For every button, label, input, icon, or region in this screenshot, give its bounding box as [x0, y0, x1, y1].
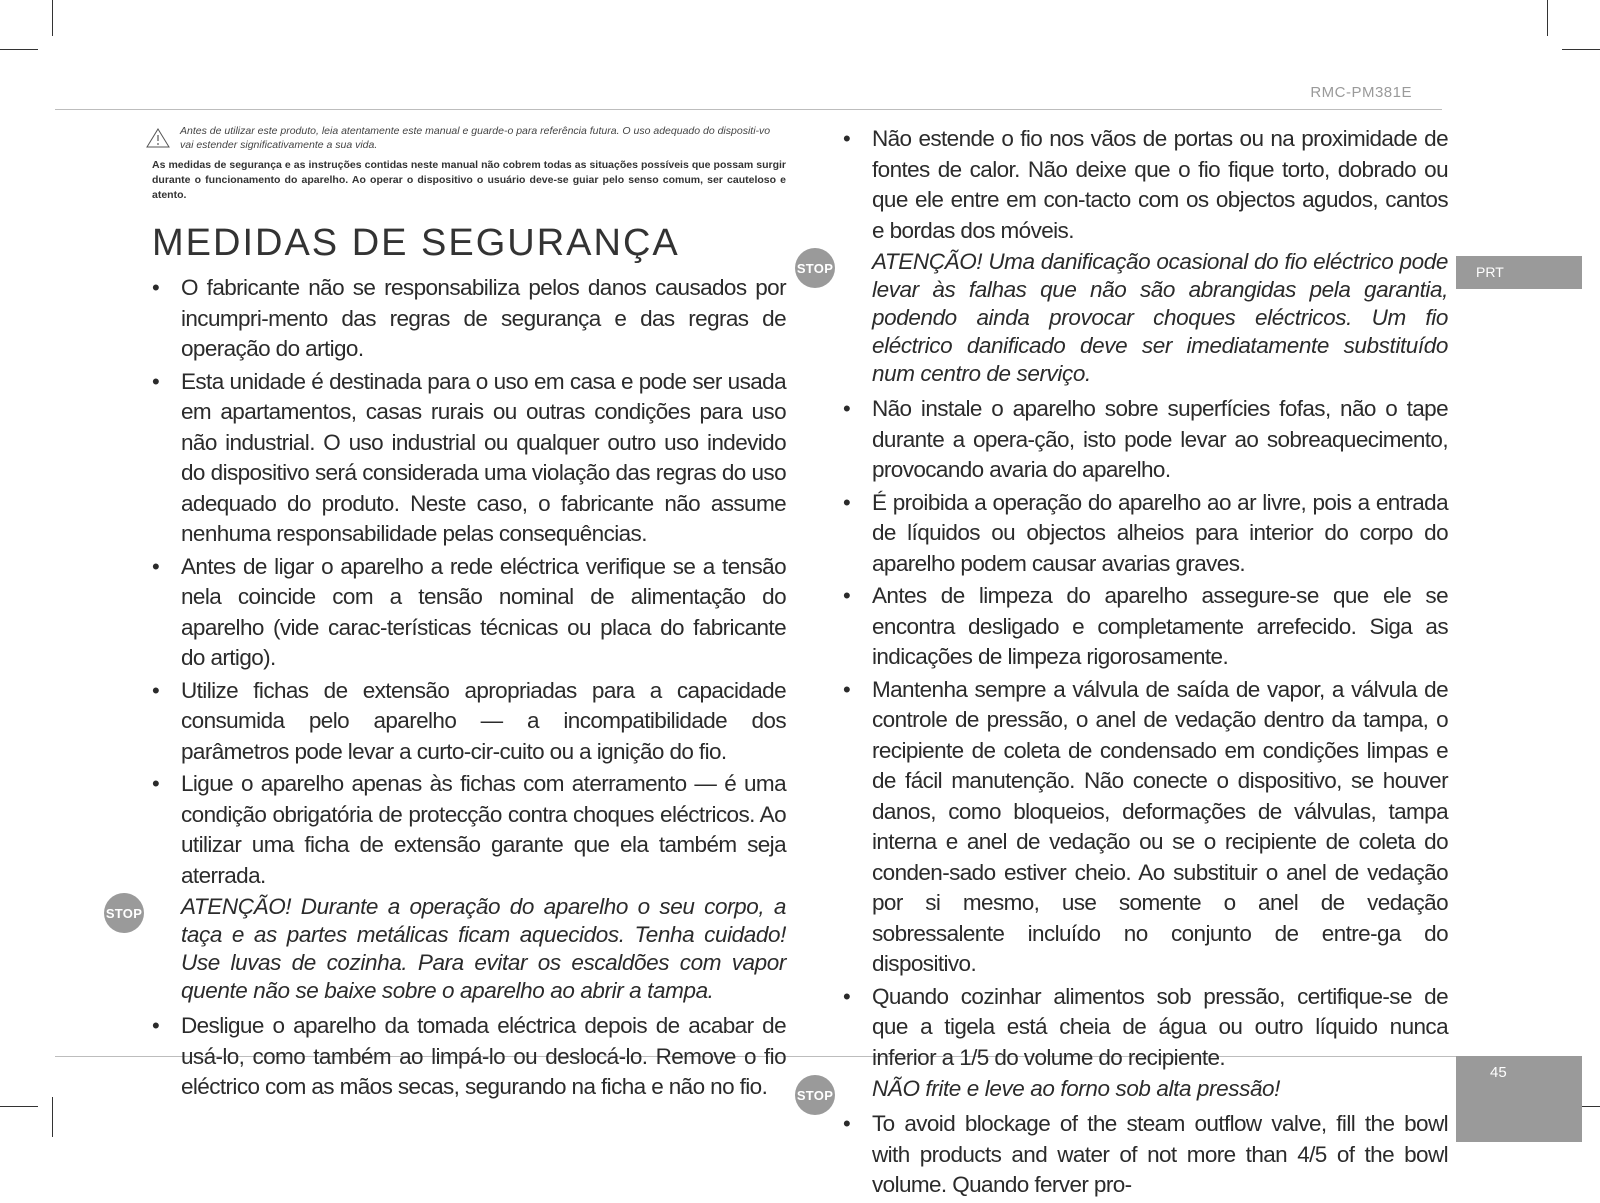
- language-tab: PRT: [1456, 256, 1582, 289]
- crop-mark: [0, 49, 38, 50]
- safety-list: [843, 124, 1448, 246]
- left-column: [105, 124, 786, 1105]
- model-number: RMC-PM381E: [1310, 84, 1412, 101]
- page-number: 45: [1456, 1056, 1582, 1142]
- stop-icon: STOP: [104, 893, 144, 933]
- header-rule: [55, 109, 1442, 110]
- list-item: • É proibida a operação do aparelho ao ar livre, pois a entrada de líquidos ou objectos alheios para interior do corpo do aparelho podem causar avarias graves.: [843, 488, 1448, 580]
- list-item: • O fabricante não se responsabiliza pelos danos causados por incumpri-mento das regras de segurança e das regras de operação do artigo.: [152, 273, 786, 365]
- stop-warning-text: NÃO frite e leve ao forno sob alta pressão!: [872, 1076, 1281, 1101]
- right-column: [796, 124, 1448, 1203]
- safety-list: [152, 1011, 786, 1103]
- intro-note: [152, 124, 786, 152]
- safety-list: [843, 1109, 1448, 1201]
- page-title: MEDIDAS DE SEGURANÇA: [152, 222, 680, 265]
- stop-warning: [796, 1075, 1448, 1103]
- safety-list: [843, 394, 1448, 1073]
- list-item: • Desligue o aparelho da tomada eléctrica depois de acabar de usá-lo, como também ao limpá-lo ou deslocá-lo. Remove o fio eléctrico com as mãos secas, segurando na ficha e não no fio.: [152, 1011, 786, 1103]
- list-item: • Não estende o fio nos vãos de portas ou na proximidade de fontes de calor. Não deixe que o fio fique torto, dobrado ou que ele entre em con-tacto com os objectos agudos, cantos e bordas dos móveis.: [843, 124, 1448, 246]
- list-item: • Mantenha sempre a válvula de saída de vapor, a válvula de controle de pressão, o anel de vedação dentro da tampa, o recipiente de coleta de condensado em condições limpas e de fácil manutenção. Não conecte o dispositivo, se houver danos, como bloqueios, deformações de válvulas, tampa interna e anel de vedação ou se o recipiente de coleta do conden-sado estiver cheio. Ao substituir o anel de vedação por si mesmo, use somente o anel de vedação sobressalente incluído no conjunto de entre-ga do dispositivo.: [843, 675, 1448, 980]
- safety-list: [152, 273, 786, 891]
- list-item: • Não instale o aparelho sobre superfícies fofas, não o tape durante a opera-ção, isto pode levar ao sobreaquecimento, provocando avaria do aparelho.: [843, 394, 1448, 486]
- list-item: • Utilize fichas de extensão apropriadas para a capacidade consumida pelo aparelho — a incompatibilidade dos parâmetros pode levar a curto-cir-cuito ou a ignição do fio.: [152, 676, 786, 768]
- stop-warning-text: ATENÇÃO! Uma danificação ocasional do fio eléctrico pode levar às falhas que não são abrangidas pela garantia, podendo ainda provocar choques eléctricos. Um fio eléctrico danificado deve ser imediatamente substituído num centro de serviço.: [872, 249, 1448, 386]
- list-item: • Antes de ligar o aparelho a rede eléctrica verifique se a tensão nela coincide com a tensão nominal de alimentação do aparelho (vide carac-terísticas técnicas ou placa do fabricante do artigo).: [152, 552, 786, 674]
- intro-text: Antes de utilizar este produto, leia atentamente este manual e guarde-o para referência futura. O uso adequado do dispositi-vo vai estender significativamente a sua vida.: [180, 125, 771, 152]
- stop-icon: STOP: [795, 1075, 835, 1115]
- list-item: • To avoid blockage of the steam outflow valve, fill the bowl with products and water of not more than 4/5 of the bowl volume. Quando ferver pro-: [843, 1109, 1448, 1201]
- stop-warning-text: ATENÇÃO! Durante a operação do aparelho o seu corpo, a taça e as partes metálicas ficam aquecidos. Tenha cuidado! Use luvas de cozinha. Para evitar os escaldões com vapor quente não se baixe sobre o aparelho ao abrir a tampa.: [181, 894, 786, 1004]
- list-item: • Quando cozinhar alimentos sob pressão, certifique-se de que a tigela está cheia de água ou outro líquido nunca inferior a 1/5 do volume do recipiente.: [843, 982, 1448, 1074]
- stop-warning: [105, 893, 786, 1005]
- warning-triangle-icon: [146, 128, 170, 148]
- list-item: • Esta unidade é destinada para o uso em casa e pode ser usada em apartamentos, casas rurais ou outras condições para uso não industrial. O uso industrial ou qualquer outro uso indevido do dispositivo será considerada uma violação das regras do uso adequado do produto. Neste caso, o fabricante não assume nenhuma responsabilidade pelas consequências.: [152, 367, 786, 550]
- stop-icon: STOP: [795, 248, 835, 288]
- list-item: • Ligue o aparelho apenas às fichas com aterramento — é uma condição obrigatória de protecção contra choques eléctricos. Ao utilizar uma ficha de extensão garante que ela também seja aterrada.: [152, 769, 786, 891]
- crop-mark: [52, 0, 53, 36]
- safety-note: As medidas de segurança e as instruções contidas neste manual não cobrem todas as situações possíveis que possam surgir durante o funcionamento do aparelho. Ao operar o dispositivo o usuário deve-se guiar pelo senso comum, ser cauteloso e atento.: [152, 159, 786, 201]
- crop-mark: [0, 1106, 38, 1107]
- crop-mark: [1562, 49, 1600, 50]
- stop-warning: [796, 248, 1448, 388]
- crop-mark: [1547, 0, 1548, 36]
- crop-mark: [52, 1097, 53, 1137]
- list-item: • Antes de limpeza do aparelho assegure-se que ele se encontra desligado e completamente arrefecido. Siga as indicações de limpeza rigorosamente.: [843, 581, 1448, 673]
